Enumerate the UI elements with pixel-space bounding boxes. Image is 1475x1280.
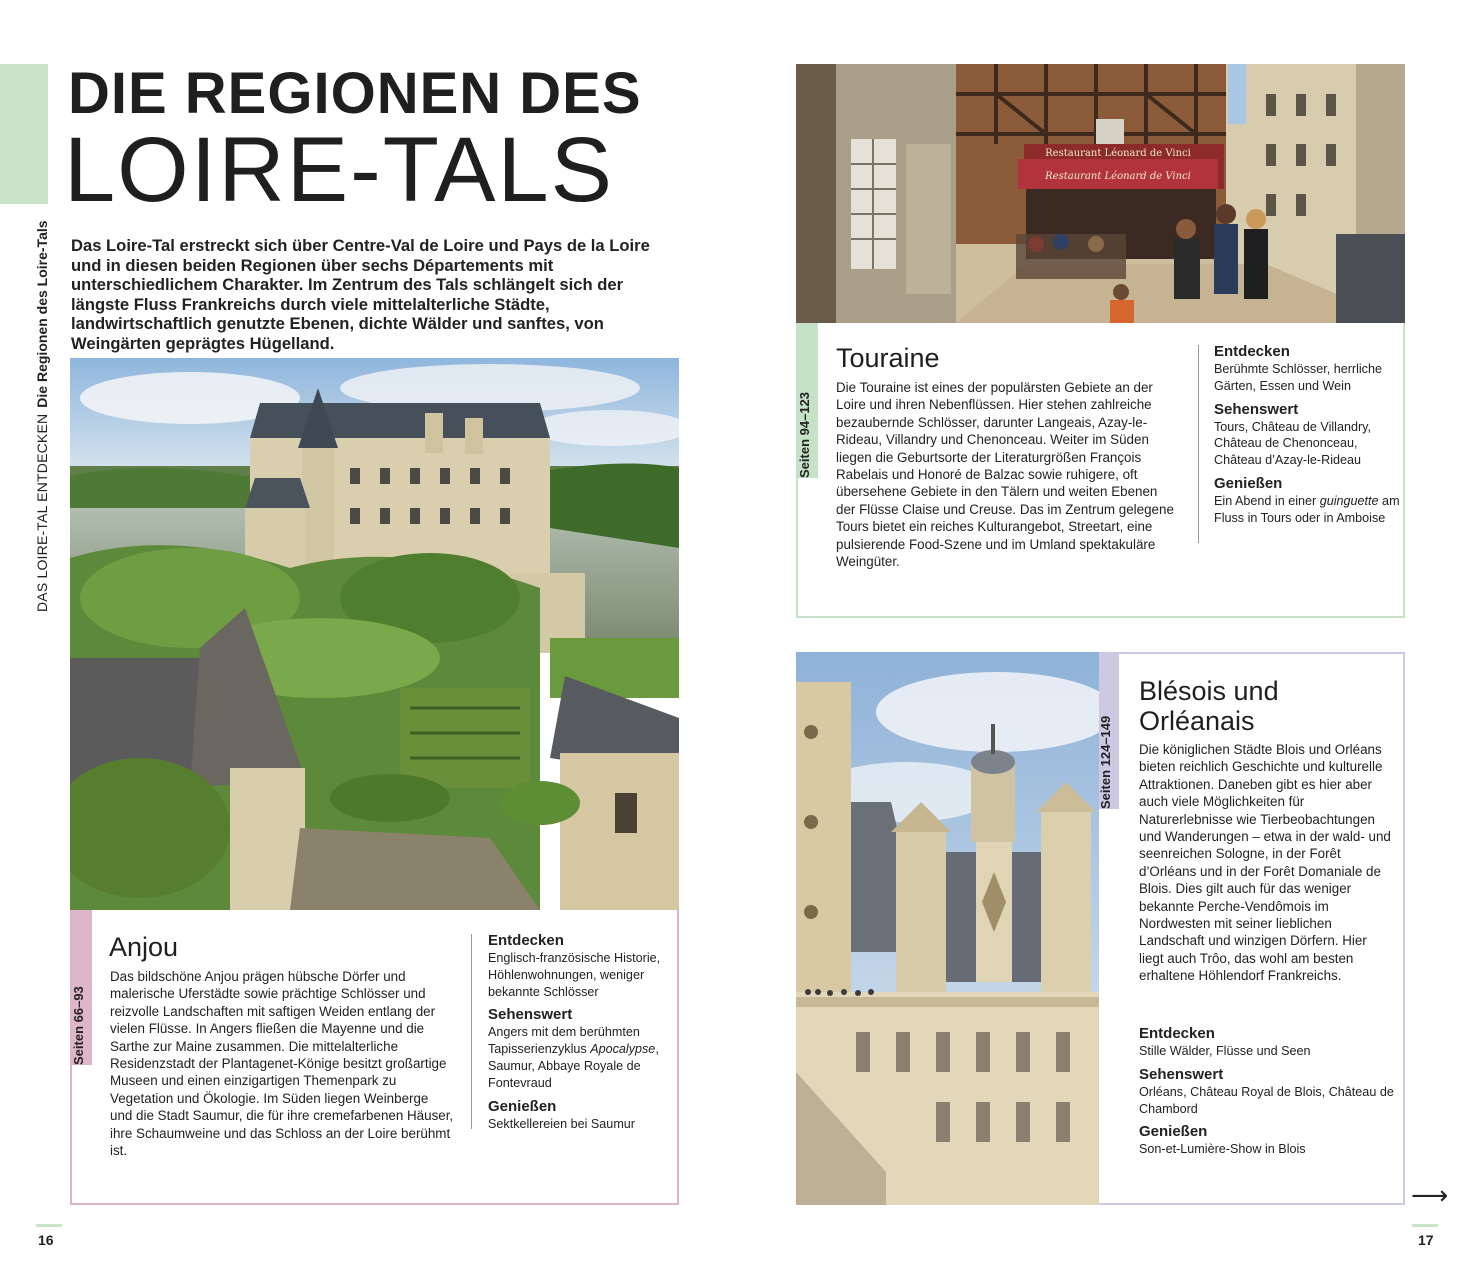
chapter-color-tab xyxy=(0,64,48,204)
anjou-entdecken-text: Englisch-französische Historie, Höhlenwohnungen, weniger bekannte Schlösser xyxy=(488,951,661,999)
touraine-sehenswert-heading: Sehenswert xyxy=(1214,400,1299,418)
blois-geniessen-heading: Genießen xyxy=(1139,1123,1208,1141)
anjou-sidebar xyxy=(488,932,666,1138)
folio-rule-left xyxy=(36,1224,62,1227)
anjou-column-divider xyxy=(471,934,472,1129)
anjou-title: Anjou xyxy=(109,932,179,962)
running-head-chapter: Die Regionen des Loire-Tals xyxy=(34,220,50,408)
blois-box xyxy=(1099,652,1405,1205)
touraine-street-photo xyxy=(796,64,1405,323)
anjou-sehenswert-heading: Sehenswert xyxy=(488,1006,573,1024)
intro-paragraph: Das Loire-Tal erstreckt sich über Centre-Val de Loire und Pays de la Loire und in diesen beiden Regionen über sechs Départements mit unterschiedlichem Charakter. Im Zentrum des Tals schlängelt sich der längste Fluss Frankreichs durch viele mittelalterliche Städte, landwirtschaftlich genutzte Ebenen, dichte Wälder und sanftes, von Weingärten geprägtes Hügelland. xyxy=(71,236,650,353)
blois-pages-label: Seiten 124–149 xyxy=(1098,715,1113,809)
blois-body: Die königlichen Städte Blois und Orléans bieten reichlich Geschichte und kulturelle Attraktionen. Daneben gibt es hier aber auch viele Möglichkeiten für Naturerlebnisse wie Tierbeobachtungen und Wanderungen – etwa in der wald- und seenreichen Sologne, in der Forêt d’Orléans und in der Forêt Domaniale de Blois. Dies gilt auch für das weniger bekannte Perche-Vendômois im Nordwesten mit seiner lieblichen Landschaft und winzigen Dörfern. Hier liegt auch Trôo, das wohl am besten erhaltene Höhlendorf Frankreichs. xyxy=(1139,742,1391,984)
blois-sehenswert-text: Orléans, Château Royal de Blois, Château de Chambord xyxy=(1139,1084,1394,1116)
folio-rule-right xyxy=(1412,1224,1438,1227)
anjou-body: Das bildschöne Anjou prägen hübsche Dörfer und malerische Uferstädte sowie prächtige Schlösser und reizvolle Landschaften mit saftigen Weiden entlang der vielen Flüsse. In Angers fließen die Mayenne und die Sarthe zur Maine zusammen. Die mittelalterliche Residenzstadt der Plantagenet-Könige besitzt großartige Museen und einen einzigartigen Themenpark zu Vegetation und Ökologie. Im Süden liegen Weinberge und die Stadt Saumur, die für ihre cremefarbenen Häuser, ihre Schaumweine und das Schloss an der Loire berühmt ist. xyxy=(110,969,454,1159)
restaurant-sign-awning: Restaurant Léonard de Vinci xyxy=(1045,171,1191,182)
blois-title xyxy=(1139,676,1279,736)
blois-sehenswert-heading: Sehenswert xyxy=(1139,1065,1224,1083)
anjou-pages-tab xyxy=(72,910,92,1065)
page-number-left: 16 xyxy=(38,1232,54,1248)
blois-pages-tab xyxy=(1099,654,1119,809)
anjou-box xyxy=(70,910,679,1205)
blois-geniessen-text: Son-et-Lumière-Show in Blois xyxy=(1139,1142,1306,1157)
touraine-body: Die Touraine ist eines der populärsten Gebiete an der Loire und ihren Nebenflüssen. Hier stehen zahlreiche bezaubernde Schlösser, darunter Langeais, Azay-le-Rideau, Villandry und Chenonceau. Weiter im Süden liegen die Geburtsorte der Literaturgrößen François Rabelais und Honoré de Balzac sowie ruhigere, oft übersehene Gebiete in den Tälern und weiten Ebenen der Flüsse Claise und Creuse. Das im Zentrum gelegene Tours bietet ein reiches Kulturangebot, Streetart, eine pulsierende Food-Szene und im Umland spektakuläre Weingüter. xyxy=(836,380,1174,570)
touraine-geniessen-text: Ein Abend in einer guinguette am Fluss in Tours oder in Amboise xyxy=(1214,493,1400,525)
touraine-entdecken-heading: Entdecken xyxy=(1214,343,1290,360)
arrow-right-icon[interactable]: ⟶ xyxy=(1411,1180,1449,1210)
anjou-chateau-photo xyxy=(70,358,679,910)
touraine-sidebar xyxy=(1214,343,1400,533)
page-title-line-2: LOIRE-TALS xyxy=(64,119,614,221)
page-title-line-1: DIE REGIONEN DES xyxy=(68,61,642,126)
anjou-sehenswert-text: Angers mit dem berühmten Tapisserienzyklus Apocalypse, Saumur, Abbaye Royale de Fontevraud xyxy=(488,1025,659,1090)
running-head-section: DAS LOIRE-TAL ENTDECKEN xyxy=(34,413,50,612)
chambord-chateau-photo xyxy=(796,652,1099,1205)
touraine-pages-tab xyxy=(798,323,818,478)
running-head xyxy=(34,220,50,612)
restaurant-sign-upper: Restaurant Léonard de Vinci xyxy=(1045,148,1191,159)
anjou-pages-label: Seiten 66–93 xyxy=(71,986,86,1065)
touraine-sehenswert-text: Tours, Château de Villandry, Château de Chenonceau, Château d’Azay-le-Rideau xyxy=(1214,419,1372,468)
touraine-title: Touraine xyxy=(836,343,940,373)
blois-title-line-1: Blésois und xyxy=(1139,676,1279,706)
touraine-geniessen-heading: Genießen xyxy=(1214,474,1283,492)
blois-entdecken-text: Stille Wälder, Flüsse und Seen xyxy=(1139,1044,1311,1058)
touraine-column-divider xyxy=(1198,345,1199,543)
touraine-box xyxy=(796,323,1405,618)
touraine-entdecken-text: Berühmte Schlösser, herrliche Gärten, Essen und Wein xyxy=(1214,362,1382,393)
touraine-pages-label: Seiten 94–123 xyxy=(797,391,812,478)
anjou-entdecken-heading: Entdecken xyxy=(488,932,564,949)
anjou-geniessen-heading: Genießen xyxy=(488,1097,557,1115)
blois-title-line-2: Orléanais xyxy=(1139,706,1255,736)
blois-entdecken-heading: Entdecken xyxy=(1139,1025,1215,1042)
blois-sidebar xyxy=(1139,1025,1394,1164)
anjou-geniessen-text: Sektkellereien bei Saumur xyxy=(488,1116,636,1131)
page-number-right: 17 xyxy=(1418,1232,1434,1248)
